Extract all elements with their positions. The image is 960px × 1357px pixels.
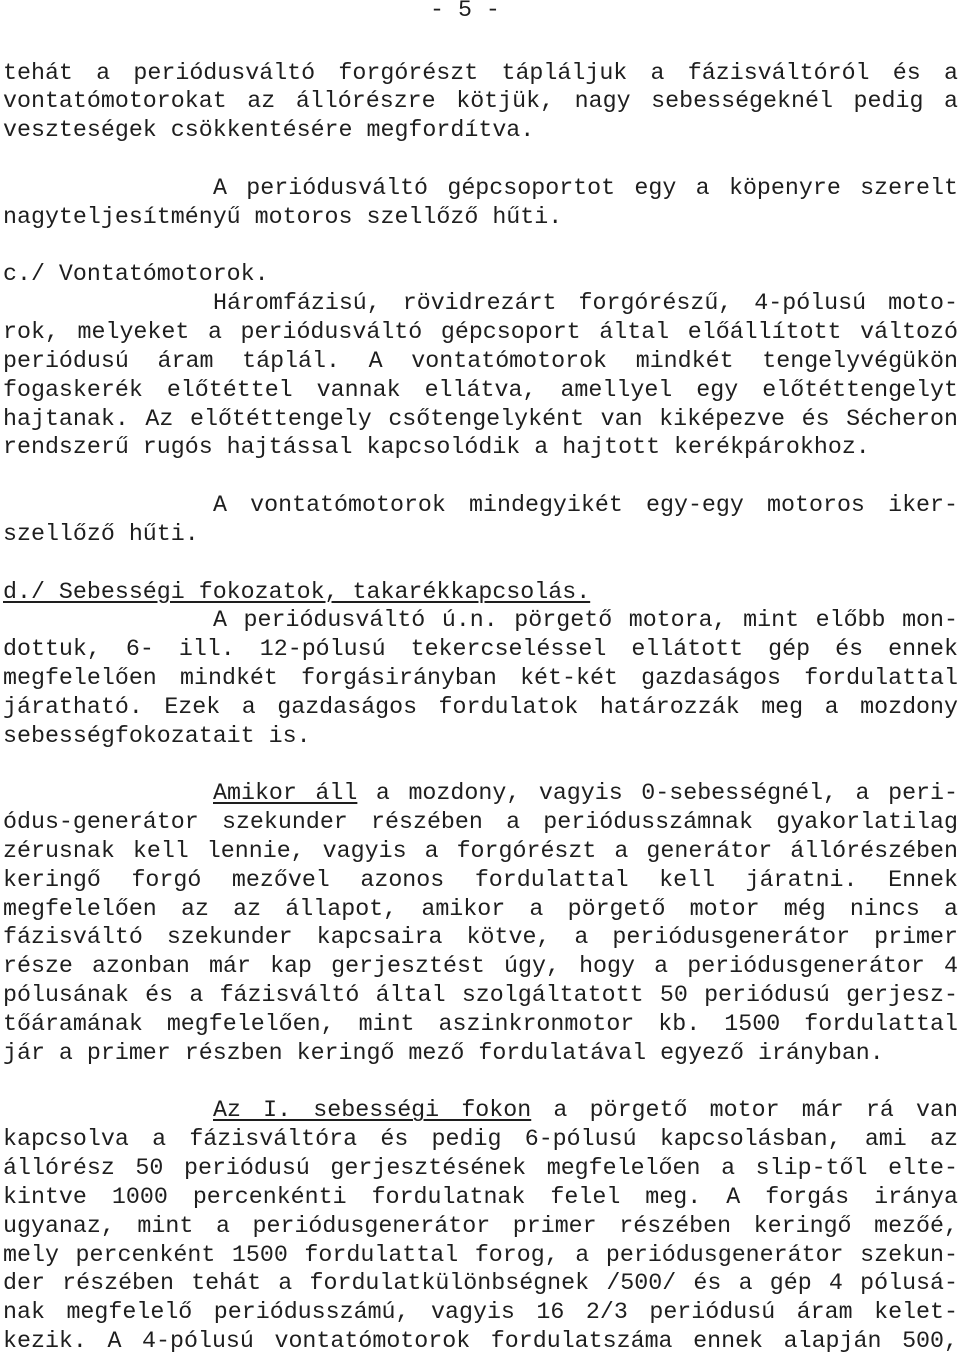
paragraph-line: zérusnak kell lennie, vagyis a forgórészt a generátor állórészében <box>3 837 958 864</box>
underlined-lead: Az I. sebességi fokon <box>213 1097 532 1124</box>
blank-line <box>3 145 958 174</box>
paragraph-line: járatható. Ezek a gazdaságos fordulatok határozzák meg a mozdony <box>3 693 958 720</box>
paragraph-line: keringő forgó mezővel azonos fordulattal kell járatni. Ennek <box>3 866 958 893</box>
underlined-lead: Amikor áll <box>213 780 358 807</box>
paragraph-line: fázisváltó szekunder kapcsaira kötve, a periódusgenerátor primer <box>3 924 958 951</box>
paragraph-line: része azonban már kap gerjesztést úgy, hogy a periódusgenerátor 4 <box>3 953 958 980</box>
paragraph-line: A vontatómotorok mindegyikét egy-egy motoros iker- <box>213 492 958 519</box>
paragraph-line: veszteségek csökkentésére megfordítva. <box>3 117 535 144</box>
paragraph-line: nagyteljesítményű motoros szellőző hűti. <box>3 203 563 230</box>
paragraph-line: vontatómotorokat az állórészre kötjük, nagy sebességeknél pedig a <box>3 88 958 115</box>
paragraph-line: állórész 50 periódusú gerjesztésének megfelelően a slip-től elte- <box>3 1155 958 1182</box>
lead-rest: a mozdony, vagyis 0-sebességnél, a peri- <box>357 780 958 807</box>
paragraph-line: kintve 1000 percenkénti fordulatnak felel meg. A forgás iránya <box>3 1183 958 1210</box>
paragraph-line: sebességfokozatait is. <box>3 722 311 749</box>
paragraph-line: tőáramának megfelelően, mint aszinkronmotor kb. 1500 fordulattal <box>3 1010 958 1037</box>
paragraph-line: A periódusváltó gépcsoportot egy a köpenyre szerelt <box>213 174 958 201</box>
paragraph-line: hajtanak. Az előtéttengely csőtengelyként van kiképezve és Sécheron <box>3 405 958 432</box>
paragraph-line: nak megfelelő periódusszámú, vagyis 16 2/3 periódusú áram kelet- <box>3 1299 958 1326</box>
paragraph-line: megfelelően mindkét forgásirányban két-két gazdaságos fordulattal <box>3 664 958 691</box>
page-number: - 5 - <box>430 0 500 23</box>
paragraph-line: ódus-generátor szekunder részében a periódusszámnak gyakorlatilag <box>3 809 958 836</box>
section-heading <box>3 578 958 607</box>
paragraph-line: rok, melyeket a periódusváltó gépcsoport által előállított változó <box>3 319 958 346</box>
paragraph-line: A periódusváltó ú.n. pörgető motora, mint előbb mon- <box>213 607 958 634</box>
paragraph-line <box>3 1096 958 1125</box>
lead-rest: a pörgető motor már rá van <box>531 1097 958 1124</box>
paragraph-line: kapcsolva a fázisváltóra és pedig 6-pólusú kapcsolásban, ami az <box>3 1126 958 1153</box>
blank-line <box>3 750 958 779</box>
paragraph-line: dottuk, 6- ill. 12-pólusú tekercseléssel ellátott gép és ennek <box>3 636 958 663</box>
paragraph-line: mely percenként 1500 fordulattal forog, a periódusgenerátor szekun- <box>3 1241 958 1268</box>
paragraph-line: jár a primer részben keringő mező fordulatával egyező irányban. <box>3 1039 884 1066</box>
paragraph-line: megfelelően az az állapot, amikor a pörgető motor még nincs a <box>3 895 958 922</box>
blank-line <box>3 462 958 491</box>
paragraph-line: rendszerű rugós hajtással kapcsolódik a hajtott kerékpárokhoz. <box>3 434 870 461</box>
blank-line <box>3 232 958 261</box>
paragraph-line: Háromfázisú, rövidrezárt forgórészű, 4-pólusú moto- <box>213 290 958 317</box>
paragraph-line <box>3 779 958 808</box>
section-heading-text: d./ Sebességi fokozatok, takarékkapcsolás. <box>3 578 591 605</box>
section-heading: c./ Vontatómotorok. <box>3 261 269 288</box>
paragraph-line: kezik. A 4-pólusú vontatómotorok fordulatszáma ennek alapján 500, <box>3 1328 958 1355</box>
paragraph-line: szellőző hűti. <box>3 520 199 547</box>
paragraph-line: tehát a periódusváltó forgórészt tápláljuk a fázisváltóról és a <box>3 59 958 86</box>
paragraph-line: fogaskerék előtéttel vannak ellátva, amellyel egy előtéttengelyt <box>3 376 958 403</box>
blank-line <box>3 549 958 578</box>
paragraph-line: ugyanaz, mint a periódusgenerátor primer részében keringő mezőé, <box>3 1212 958 1239</box>
paragraph-line: periódusú áram táplál. A vontatómotorok mindkét tengelyvégükön <box>3 347 958 374</box>
blank-line <box>3 1068 958 1097</box>
document-body <box>3 59 958 1356</box>
paragraph-line: der részében tehát a fordulatkülönbségnek /500/ és a gép 4 pólusá- <box>3 1270 958 1297</box>
paragraph-line: pólusának és a fázisváltó által szolgáltatott 50 periódusú gerjesz- <box>3 982 958 1009</box>
